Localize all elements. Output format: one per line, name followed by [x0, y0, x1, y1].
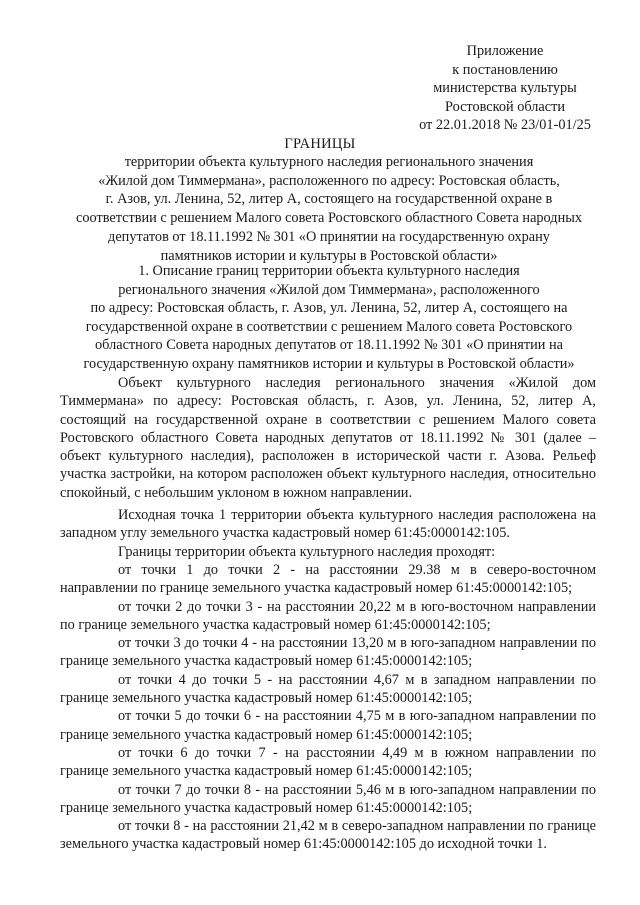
- appendix-line: к постановлению: [452, 61, 558, 78]
- section-heading-line: государственной охране в соответствии с решением Малого совета Ростовского: [85, 318, 573, 335]
- boundary-segment: от точки 3 до точки 4 - на расстоянии 13,20 м в юго-западном направлении по границе земельного участка кадастровый номер 61:45:0000142:105;: [60, 635, 596, 670]
- boundary-segment: от точки 6 до точки 7 - на расстоянии 4,49 м в южном направлении по границе земельного участка кадастровый номер 61:45:0000142:105;: [60, 744, 596, 780]
- boundary-segment: от точки 2 до точки 3 - на расстоянии 20,22 м в юго-восточном направлении по границе земельного участка кадастровый номер 61:45:0000142:105;: [60, 598, 596, 633]
- appendix-line: от 22.01.2018 № 23/01-01/25: [419, 117, 591, 134]
- appendix-line: Приложение: [466, 43, 544, 59]
- appendix-header: [405, 42, 605, 135]
- document-subtitle: [55, 153, 603, 265]
- appendix-line: министерства культуры: [433, 80, 577, 97]
- document-body: [60, 374, 596, 854]
- subtitle-line: памятников истории и культуры в Ростовской области»: [160, 247, 498, 264]
- subtitle-line: г. Азов, ул. Ленина, 52, литер А, состоящего на государственной охране в: [105, 191, 553, 208]
- body-paragraph: Границы территории объекта культурного наследия проходят:: [118, 543, 496, 560]
- appendix-line: Ростовской области: [444, 98, 566, 115]
- section-heading-line: областного Совета народных депутатов от 18.11.1992 № 301 «О принятии на: [95, 337, 563, 353]
- body-paragraph: Исходная точка 1 территории объекта культурного наследия расположена на западном углу земельного участка кадастровый номер 61:45:0000142:105.: [60, 507, 596, 542]
- subtitle-line: соответствии с решением Малого совета Ростовского областного Совета народных: [76, 210, 582, 227]
- subtitle-line: «Жилой дом Тиммермана», расположенного по адресу: Ростовская область,: [98, 172, 560, 189]
- subtitle-line: территории объекта культурного наследия регионального значения: [124, 154, 534, 170]
- section-heading: [55, 262, 603, 373]
- boundary-segment: от точки 1 до точки 2 - на расстоянии 29.38 м в северо-восточном направлении по границе земельного участка кадастровый номер 61:45:0000142:105;: [60, 561, 596, 597]
- section-heading-line: 1. Описание границ территории объекта культурного наследия: [138, 263, 520, 279]
- boundary-segment: от точки 4 до точки 5 - на расстоянии 4,67 м в западном направлении по границе земельного участка кадастровый номер 61:45:0000142:105;: [60, 671, 596, 707]
- boundary-segment: от точки 5 до точки 6 - на расстоянии 4,75 м в юго-западном направлении по границе земельного участка кадастровый номер 61:45:0000142:105;: [60, 708, 596, 743]
- section-heading-line: регионального значения «Жилой дом Тиммермана», расположенного: [118, 281, 540, 298]
- boundary-segment: от точки 8 - на расстоянии 21,42 м в северо-западном направлении по границе земельного участка кадастровый номер 61:45:0000142:105 до исходной точки 1.: [60, 818, 596, 853]
- section-heading-line: государственную охрану памятников истории и культуры в Ростовской области»: [83, 355, 575, 372]
- section-heading-line: по адресу: Ростовская область, г. Азов, ул. Ленина, 52, литер А, состоящего на: [90, 300, 568, 316]
- document-title: ГРАНИЦЫ: [284, 136, 356, 152]
- body-paragraph: Объект культурного наследия регионального значения «Жилой дом Тиммермана» по адресу: Ростовская область, г. Азов, ул. Ленина, 52, литер А, состоящий на государственной охране в соответствии с решением Малого совета Ростовского областного Совета народных депутатов от 18.11.1992 № 301 (далее – объект культурного наследия), расположен в исторической части г. Азова. Рельеф участка застройки, на котором расположен объект культурного наследия, относительно спокойный, с небольшим уклоном в южном направлении.: [60, 375, 596, 501]
- subtitle-line: депутатов от 18.11.1992 № 301 «О принятии на государственную охрану: [108, 228, 550, 245]
- boundary-segment: от точки 7 до точки 8 - на расстоянии 5,46 м в юго-западном направлении по границе земельного участка кадастровый номер 61:45:0000142:105;: [60, 781, 596, 816]
